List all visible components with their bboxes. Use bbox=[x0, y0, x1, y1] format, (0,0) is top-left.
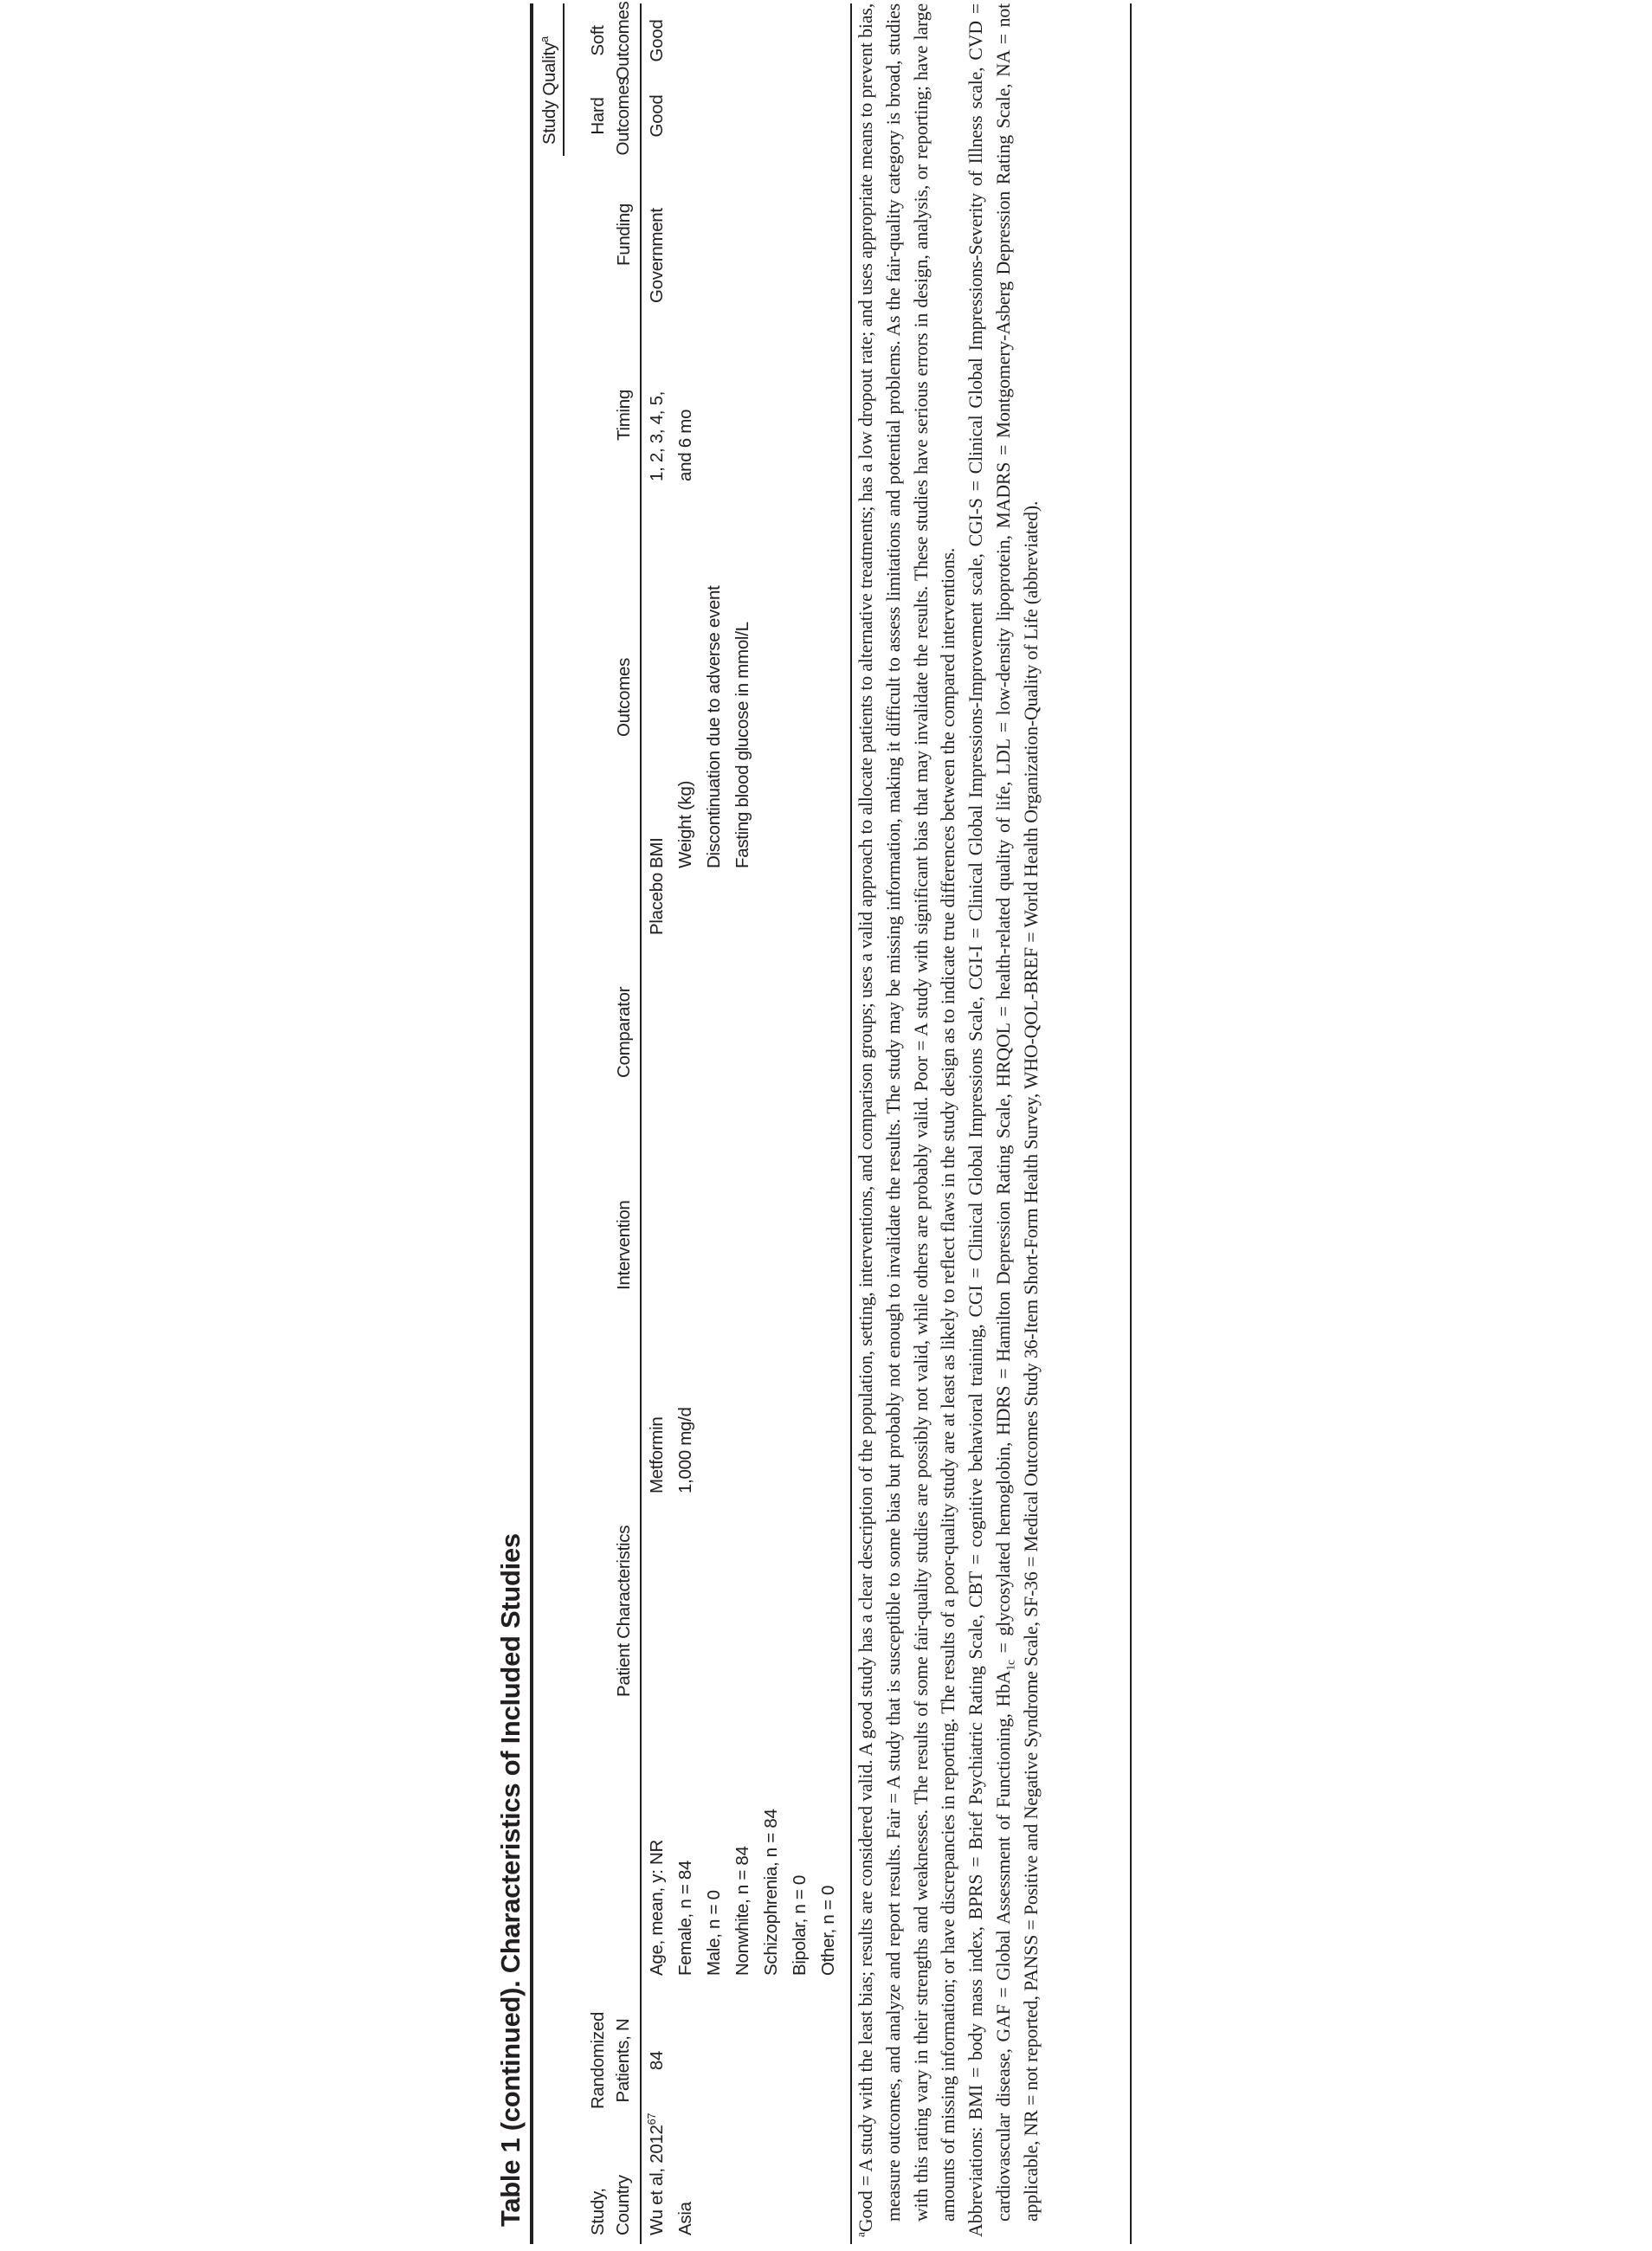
top-rule bbox=[530, 3, 533, 2244]
header-study-country: Study, Country bbox=[588, 2175, 633, 2235]
header-rule bbox=[640, 3, 642, 2244]
cell-timing: 1, 2, 3, 4, 5, and 6 mo bbox=[647, 390, 695, 481]
header-intervention: Intervention bbox=[614, 1200, 634, 1290]
cell-randomized: 84 bbox=[647, 2050, 667, 2071]
study-quality-rule bbox=[563, 3, 565, 156]
cell-quality-soft: Good bbox=[647, 19, 667, 62]
header-hard-outcomes: Hard Outcomes bbox=[588, 76, 633, 156]
table-caption: Table 1 (continued). Characteristics of Included Studies bbox=[495, 1533, 526, 2227]
header-outcomes: Outcomes bbox=[614, 657, 634, 737]
page-bottom-rule bbox=[1130, 3, 1132, 2244]
table-bottom-rule bbox=[850, 3, 852, 2244]
cell-patient-characteristics: Age, mean, y: NR Female, n = 84 Male, n = 0 Nonwhite, n = 84 Schizophrenia, n = 84 Bipolar, n = 0 Other, n = 0 bbox=[647, 1809, 838, 1976]
cell-quality-hard: Good bbox=[647, 94, 667, 138]
cell-comparator: Placebo bbox=[647, 873, 667, 935]
quality-footnote: $^a$Good = A study with the least bias; results are considered valid. A good study has a clear description of the population, setting, interventions, and comparison groups; uses a valid approach to allocate patients to alternative treatments; has a low dropout rate; and uses appropriate means to prevent bias, measure outcomes, and analyze and report results. Fair = A study that is susceptible to some bias but probably not enough to invalidate the results. The study may be missing information, making it difficult to assess limitations and potential problems. As the fair-quality category is broad, studies with this rating vary in their strengths and weaknesses. The results of some fair-quality studies are possibly not valid, while others are probably valid. Poor = A study with significant bias that may invalidate the results. These studies have serious errors in design, analysis, or reporting; have large amounts of missing information; or have discrepancies in reporting. The results of a poor-quality study are at least as likely to reflect flaws in the study design as to indicate true differences between the compared interventions. bbox=[854, 3, 959, 2237]
header-patient-characteristics: Patient Characteristics bbox=[614, 1525, 634, 1697]
header-comparator: Comparator bbox=[614, 986, 634, 1078]
cell-intervention: Metformin 1,000 mg/d bbox=[647, 1407, 695, 1493]
table-footnotes bbox=[853, 3, 1046, 2237]
header-funding: Funding bbox=[614, 203, 634, 266]
header-randomized: Randomized Patients, N bbox=[588, 2011, 633, 2110]
cell-outcomes: BMI Weight (kg) Discontinuation due to adverse event Fasting blood glucose in mmol/L bbox=[647, 585, 752, 868]
study-quality-header: Study Quality$^a$ bbox=[538, 36, 559, 145]
header-timing: Timing bbox=[614, 390, 634, 441]
abbreviations-footnote: Abbreviations: BMI = body mass index, BPRS = Brief Psychiatric Rating Scale, CBT = cognitive behavioral training, CGI = Clinical Global Impressions Scale, CGI-I = Clinical Global Impressions-Improvement scale, CGI-S = Clinical Global Impressions-Severity of Illness scale, CVD = cardiovascular disease, GAF = Global Assessment of Functioning, HbA$_{1c}$ = glycosylated hemoglobin, HDRS = Hamilton Depression Rating Scale, HRQOL = health-related quality of life, LDL = low-density lipoprotein, MADRS = Montgomery-Asberg Depression Rating Scale, NA = not applicable, NR = not reported, PANSS = Positive and Negative Syndrome Scale, SF-36 = Medical Outcomes Study 36-Item Short-Form Health Survey, WHO-QOL-BREF = World Health Organization-Quality of Life (abbreviated). bbox=[965, 3, 1042, 2237]
cell-funding: Government bbox=[647, 208, 667, 303]
header-soft-outcomes: Soft Outcomes bbox=[588, 1, 633, 81]
cell-study: Wu et al, 2012$^{67}$ Asia bbox=[645, 2112, 695, 2235]
